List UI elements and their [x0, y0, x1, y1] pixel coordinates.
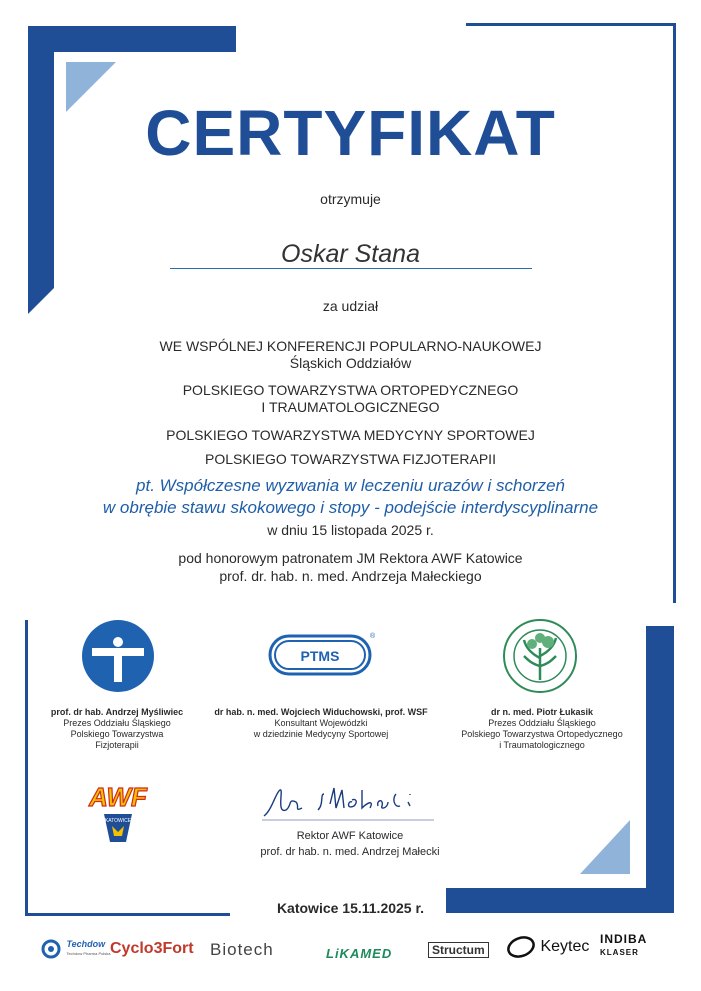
ptf-logo [80, 618, 156, 694]
signatory-3 [452, 707, 632, 751]
signatory-3-role-1: Prezes Oddziału Śląskiego [488, 718, 596, 728]
conference-line-4: I TRAUMATOLOGICZNEGO [261, 399, 440, 415]
sponsor-biotech: Biotech [210, 940, 274, 959]
conference-block-1 [0, 338, 701, 372]
sponsor-keytec [506, 934, 589, 960]
indiba-name: INDIBA [600, 932, 648, 946]
sponsor-likamed: LiKAMED [326, 946, 393, 961]
signatory-2-role-1: Konsultant Wojewódzki [274, 718, 368, 728]
keytec-icon [506, 934, 536, 960]
frame-top-right-h [466, 23, 676, 26]
signatory-3-role-2: Polskiego Towarzystwa Ortopedycznego [461, 729, 623, 739]
conference-line-3: POLSKIEGO TOWARZYSTWA ORTOPEDYCZNEGO [182, 382, 519, 398]
signatory-2-role-2: w dziedzinie Medycyny Sportowej [253, 729, 389, 739]
sponsor-cyclo3fort: Cyclo3Fort [110, 940, 194, 957]
topic-line-1: pt. Współczesne wyzwania w leczeniu urazów i schorzeń [136, 476, 565, 495]
patronage-line-1: pod honorowym patronatem JM Rektora AWF Katowice [178, 550, 523, 566]
conference-line-2: Śląskich Oddziałów [289, 355, 412, 371]
signatory-1-role-1: Prezes Oddziału Śląskiego [63, 718, 171, 728]
recipient-underline [170, 268, 532, 269]
rector-block [150, 828, 550, 860]
receives-label: otrzymuje [320, 191, 381, 207]
sponsor-structum: Structum [428, 942, 489, 958]
svg-text:®: ® [370, 633, 376, 640]
ptms-logo [266, 630, 376, 680]
signatory-1-name: prof. dr hab. Andrzej Myśliwiec [50, 707, 184, 717]
awf-logo [78, 776, 158, 852]
keytec-name: Keytec [540, 938, 590, 955]
conference-line-1: WE WSPÓLNEJ KONFERENCJI POPULARNO-NAUKOWEJ [159, 338, 542, 354]
patronage [0, 549, 701, 585]
signatory-3-role-3: i Traumatologicznego [499, 740, 585, 750]
certificate-title: CERTYFIKAT [145, 97, 556, 169]
signatory-2-name: dr hab. n. med. Wojciech Widuchowski, prof. WSF [214, 707, 428, 717]
conference-date: w dniu 15 listopada 2025 r. [267, 522, 434, 538]
sponsor-indiba [600, 932, 647, 960]
awf-logo-text: AWF [89, 782, 147, 812]
participation-label: za udział [322, 298, 379, 314]
place-date: Katowice 15.11.2025 r. [276, 900, 425, 916]
techdow-sub: Techdow Pharma Polska [66, 951, 111, 956]
rector-signature [258, 780, 448, 826]
rector-title: Rektor AWF Katowice [296, 830, 404, 842]
signatory-1-role-2: Polskiego Towarzystwa [70, 729, 164, 739]
ptoit-logo [502, 618, 578, 694]
techdow-name: Techdow [66, 939, 106, 949]
sponsor-techdow [40, 938, 110, 960]
conference-line-6: POLSKIEGO TOWARZYSTWA FIZJOTERAPII [205, 451, 496, 467]
frame-bottom-left-v [25, 620, 28, 916]
recipient-name: Oskar Stana [281, 240, 420, 268]
techdow-icon [40, 938, 62, 960]
ptms-logo-text: PTMS [300, 648, 340, 664]
signatory-1 [40, 707, 194, 751]
topic-line-2: w obrębie stawu skokowego i stopy - podejście interdyscyplinarne [102, 498, 599, 517]
conference-line-5: POLSKIEGO TOWARZYSTWA MEDYCYNY SPORTOWEJ [166, 427, 535, 443]
conference-block-2 [0, 382, 701, 416]
rector-name: prof. dr hab. n. med. Andrzej Małecki [260, 846, 440, 858]
signatory-2 [205, 707, 437, 740]
signatory-3-name: dr n. med. Piotr Łukasik [490, 707, 594, 717]
patronage-line-2: prof. dr. hab. n. med. Andrzeja Małeckiego [219, 568, 482, 584]
awf-logo-city: KATOWICE [104, 818, 132, 824]
conference-topic [0, 475, 701, 519]
klaser-name: KLASER [600, 948, 639, 957]
signatory-1-role-3: Fizjoterapii [95, 740, 139, 750]
